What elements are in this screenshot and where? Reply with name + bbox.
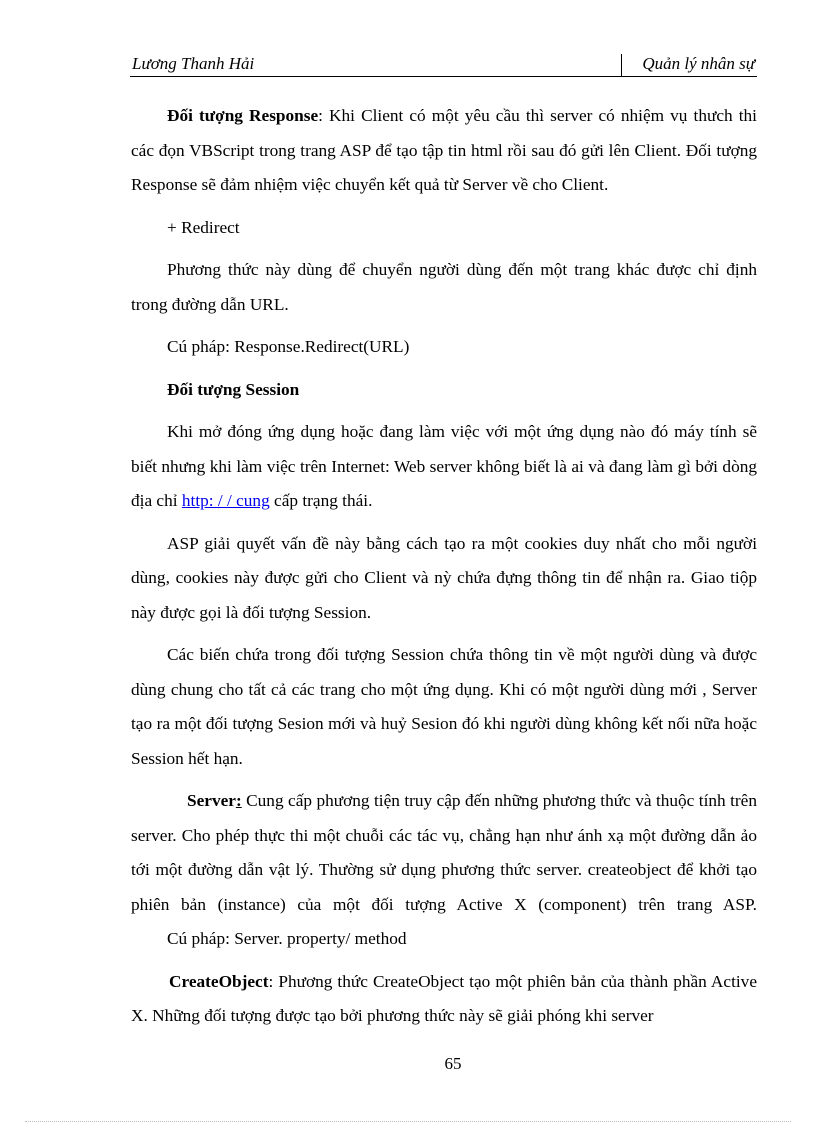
server-colon: : bbox=[235, 791, 242, 810]
address-link[interactable]: http: / / cung bbox=[181, 491, 270, 510]
page-body bbox=[131, 99, 757, 1042]
paragraph-redirect-description: Phương thức này dùng để chuyển người dùng đến một trang khác được chỉ định trong đường dẫn URL. bbox=[131, 260, 757, 314]
paragraph-redirect-heading: + Redirect bbox=[167, 217, 240, 237]
page-number: 65 bbox=[444, 1054, 462, 1073]
paragraph-server bbox=[131, 784, 757, 922]
paragraph-createobject bbox=[131, 965, 757, 1034]
paragraph-server-syntax: Cú pháp: Server. property/ method bbox=[167, 929, 407, 948]
page-header bbox=[130, 52, 757, 78]
createobject-label: CreateObject bbox=[169, 971, 269, 991]
page-bottom-border bbox=[25, 1121, 791, 1122]
header-author: Lương Thanh Hải bbox=[132, 54, 255, 73]
header-rule bbox=[130, 76, 757, 77]
paragraph-response bbox=[131, 99, 757, 203]
server-label: Server bbox=[187, 791, 236, 810]
session-intro-text: Khi mở đóng ứng dụng hoặc đang làm việc với một ứng dụng nào đó máy tính sẽ biết nhưng khi làm việc trên Internet: Web server không biết là ai và đang làm gì bởi dòng địa chỉ bbox=[131, 422, 757, 510]
paragraph-cookies: ASP giải quyết vấn đề này bằng cách tạo ra một cookies duy nhất cho mỗi người dùng, cookies này được gửi cho Client và nỳ chứa đựng thông tin để nhận ra. Giao tiộp này được gọi là đối tượng Session. bbox=[131, 533, 757, 622]
createobject-text: : Phương thức CreateObject tạo một phiên bản của thành phần Active X. Những đối tượng được tạo bởi phương thức này sẽ giải phóng khi server bbox=[131, 971, 757, 1025]
response-label: Đối tượng Response bbox=[167, 106, 319, 125]
paragraph-redirect-syntax: Cú pháp: Response.Redirect(URL) bbox=[167, 337, 410, 356]
paragraph-session-intro bbox=[131, 415, 757, 519]
paragraph-session-variables: Các biến chứa trong đối tượng Session chứa thông tin về một người dùng và được dùng chung cho tất cả các trang cho một ứng dụng. Khi có một người dùng mới , Server tạo ra một đối tượng Sesion mới và huỷ Sesion đó khi người dùng không kết nối nữa hoặc Session hết hạn. bbox=[131, 645, 757, 768]
response-text: : Khi Client có một yêu cầu thì server có nhiệm vụ thưch thi các đọn VBScript trong trang ASP để tạo tập tin html rồi sau đó gửi lên Client. Đối tượng Response sẽ đảm nhiệm việc chuyển kết quả từ Server về cho Client. bbox=[131, 106, 757, 194]
heading-session: Đối tượng Session bbox=[167, 379, 300, 399]
session-intro-end: cấp trạng thái. bbox=[269, 491, 373, 510]
header-title: Quản lý nhân sự bbox=[642, 54, 755, 73]
server-text: Cung cấp phương tiện truy cập đến những phương thức và thuộc tính trên server. Cho phép thực thi một chuỗi các tác vụ, chẳng hạn như ánh xạ một đường dẫn ảo tới một đường dẫn vật lý. Thường sử dụng phương thức server. createobject để khởi tạo phiên bản (instance) của một đối tượng Active X (component) trên trang ASP. bbox=[131, 791, 757, 914]
header-divider bbox=[621, 54, 622, 76]
